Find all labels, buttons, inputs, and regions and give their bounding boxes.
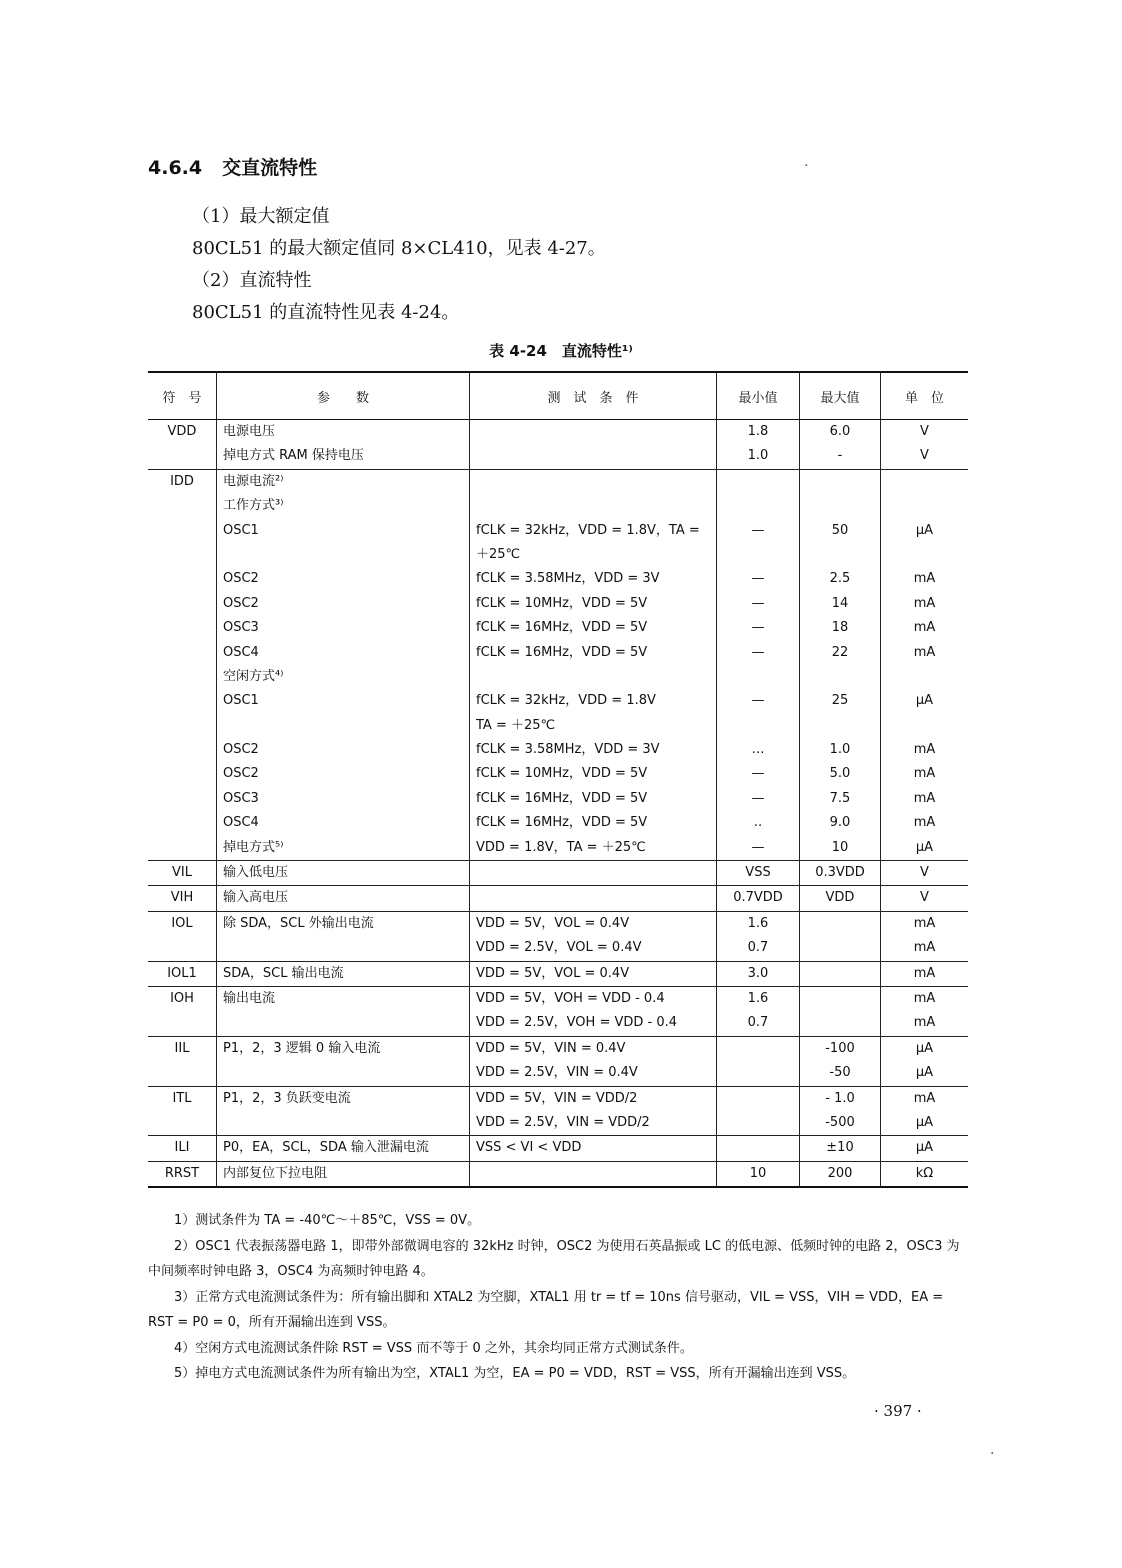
table-row xyxy=(148,469,968,494)
row-condition: VDD = 5V，VOL = 0.4V xyxy=(470,911,717,936)
row-condition: fCLK = 3.58MHz，VDD = 3V xyxy=(470,738,717,762)
row-symbol xyxy=(148,936,217,961)
row-min: 10 xyxy=(717,1161,800,1187)
table-row xyxy=(148,738,968,762)
row-condition xyxy=(470,861,717,886)
row-max: 200 xyxy=(800,1161,881,1187)
row-max: - xyxy=(800,444,881,469)
row-min xyxy=(717,1036,800,1061)
section-title: 交直流特性 xyxy=(222,157,318,179)
row-symbol: IOH xyxy=(148,986,217,1011)
row-parameter: 工作方式³⁾ xyxy=(217,494,470,518)
table-row xyxy=(148,836,968,861)
table-row xyxy=(148,567,968,591)
column-header: 最小值 xyxy=(717,372,800,420)
row-max: 22 xyxy=(800,641,881,665)
row-unit: mA xyxy=(881,986,969,1011)
row-condition xyxy=(470,420,717,445)
row-parameter: OSC2 xyxy=(217,762,470,786)
row-parameter xyxy=(217,543,470,567)
row-min: 1.6 xyxy=(717,911,800,936)
row-symbol xyxy=(148,641,217,665)
table-footnotes xyxy=(148,1208,968,1387)
row-min xyxy=(717,665,800,689)
row-symbol xyxy=(148,787,217,811)
column-header: 符 号 xyxy=(148,372,217,420)
row-min xyxy=(717,1111,800,1136)
row-unit: mA xyxy=(881,641,969,665)
row-max: 25 xyxy=(800,689,881,713)
row-parameter: OSC1 xyxy=(217,519,470,543)
row-parameter: P1，2，3 负跃变电流 xyxy=(217,1086,470,1111)
row-parameter xyxy=(217,714,470,738)
row-condition: fCLK = 10MHz，VDD = 5V xyxy=(470,762,717,786)
row-unit: mA xyxy=(881,787,969,811)
row-max: -100 xyxy=(800,1036,881,1061)
row-min: — xyxy=(717,689,800,713)
table-row xyxy=(148,592,968,616)
row-condition: fCLK = 16MHz，VDD = 5V xyxy=(470,641,717,665)
row-symbol xyxy=(148,616,217,640)
paragraph: 80CL51 的直流特性见表 4-24。 xyxy=(192,302,460,323)
row-parameter xyxy=(217,936,470,961)
row-min xyxy=(717,1061,800,1086)
row-max xyxy=(800,469,881,494)
row-symbol: IOL1 xyxy=(148,961,217,986)
table-row xyxy=(148,936,968,961)
row-symbol: IDD xyxy=(148,469,217,494)
row-min: — xyxy=(717,519,800,543)
table-row xyxy=(148,1161,968,1187)
row-condition: fCLK = 16MHz，VDD = 5V xyxy=(470,811,717,835)
row-condition xyxy=(470,444,717,469)
row-parameter: 输入低电压 xyxy=(217,861,470,886)
row-unit: μA xyxy=(881,1036,969,1061)
row-min: … xyxy=(717,738,800,762)
table-row xyxy=(148,961,968,986)
row-symbol xyxy=(148,543,217,567)
row-parameter: 电源电压 xyxy=(217,420,470,445)
table-row xyxy=(148,1136,968,1161)
row-unit: mA xyxy=(881,911,969,936)
row-max: 9.0 xyxy=(800,811,881,835)
row-max: 7.5 xyxy=(800,787,881,811)
row-parameter: 掉电方式 RAM 保持电压 xyxy=(217,444,470,469)
row-max: VDD xyxy=(800,886,881,911)
row-condition: VDD = 5V，VIN = VDD/2 xyxy=(470,1086,717,1111)
row-unit: mA xyxy=(881,616,969,640)
row-min: — xyxy=(717,592,800,616)
table-row xyxy=(148,811,968,835)
table-header-row xyxy=(148,372,968,420)
footnote: 1）测试条件为 TA = -40℃～＋85℃，VSS = 0V。 xyxy=(174,1213,481,1228)
row-symbol: RRST xyxy=(148,1161,217,1187)
row-parameter xyxy=(217,1111,470,1136)
row-min: — xyxy=(717,616,800,640)
row-symbol xyxy=(148,444,217,469)
row-symbol xyxy=(148,1061,217,1086)
row-max: -50 xyxy=(800,1061,881,1086)
row-parameter: 电源电流²⁾ xyxy=(217,469,470,494)
row-condition: fCLK = 32kHz，VDD = 1.8V xyxy=(470,689,717,713)
row-max xyxy=(800,543,881,567)
row-condition: VDD = 5V，VOL = 0.4V xyxy=(470,961,717,986)
row-max: 1.0 xyxy=(800,738,881,762)
table-row xyxy=(148,519,968,543)
row-parameter: OSC3 xyxy=(217,616,470,640)
row-min xyxy=(717,494,800,518)
row-parameter: OSC2 xyxy=(217,738,470,762)
row-unit: μA xyxy=(881,1136,969,1161)
row-symbol xyxy=(148,689,217,713)
row-unit: mA xyxy=(881,762,969,786)
row-max: 6.0 xyxy=(800,420,881,445)
table-row xyxy=(148,886,968,911)
row-max: 2.5 xyxy=(800,567,881,591)
row-parameter: SDA，SCL 输出电流 xyxy=(217,961,470,986)
table-row xyxy=(148,1086,968,1111)
row-min: 0.7 xyxy=(717,1011,800,1036)
row-min: VSS xyxy=(717,861,800,886)
row-min: 0.7 xyxy=(717,936,800,961)
row-condition: VDD = 5V，VOH = VDD - 0.4 xyxy=(470,986,717,1011)
row-symbol xyxy=(148,592,217,616)
row-min xyxy=(717,543,800,567)
footnote: 5）掉电方式电流测试条件为所有输出为空，XTAL1 为空，EA = P0 = VDD，RST = VSS，所有开漏输出连到 VSS。 xyxy=(174,1366,856,1381)
row-condition: VDD = 2.5V，VOH = VDD - 0.4 xyxy=(470,1011,717,1036)
row-min xyxy=(717,714,800,738)
row-min: 3.0 xyxy=(717,961,800,986)
row-condition xyxy=(470,1161,717,1187)
row-max xyxy=(800,911,881,936)
table-row xyxy=(148,1011,968,1036)
row-unit xyxy=(881,469,969,494)
table-row xyxy=(148,762,968,786)
row-unit: mA xyxy=(881,592,969,616)
row-parameter: 输入高电压 xyxy=(217,886,470,911)
section-heading xyxy=(148,153,317,180)
row-symbol: IIL xyxy=(148,1036,217,1061)
table-row xyxy=(148,861,968,886)
row-max: -500 xyxy=(800,1111,881,1136)
row-parameter: OSC1 xyxy=(217,689,470,713)
row-symbol xyxy=(148,1011,217,1036)
row-parameter: P0，EA，SCL，SDA 输入泄漏电流 xyxy=(217,1136,470,1161)
row-min: — xyxy=(717,567,800,591)
row-unit: mA xyxy=(881,1011,969,1036)
row-unit: μA xyxy=(881,519,969,543)
row-parameter: 输出电流 xyxy=(217,986,470,1011)
row-condition: TA = ＋25℃ xyxy=(470,714,717,738)
dc-characteristics-table xyxy=(148,371,968,1188)
paragraph: （1）最大额定值 xyxy=(192,206,330,227)
paragraph: 80CL51 的最大额定值同 8×CL410，见表 4-27。 xyxy=(192,238,606,259)
table-row xyxy=(148,444,968,469)
row-condition: VDD = 1.8V，TA = ＋25℃ xyxy=(470,836,717,861)
row-min: 1.6 xyxy=(717,986,800,1011)
row-condition: fCLK = 16MHz，VDD = 5V xyxy=(470,787,717,811)
scan-speck: · xyxy=(990,1446,995,1462)
row-max xyxy=(800,714,881,738)
paragraph: （2）直流特性 xyxy=(192,270,312,291)
row-min: 1.0 xyxy=(717,444,800,469)
row-max xyxy=(800,936,881,961)
row-unit xyxy=(881,714,969,738)
row-max: 50 xyxy=(800,519,881,543)
row-min: 1.8 xyxy=(717,420,800,445)
row-condition xyxy=(470,665,717,689)
row-symbol xyxy=(148,836,217,861)
scan-speck: · xyxy=(804,158,809,174)
table-row xyxy=(148,986,968,1011)
row-parameter: P1，2，3 逻辑 0 输入电流 xyxy=(217,1036,470,1061)
row-condition xyxy=(470,886,717,911)
column-header: 单 位 xyxy=(881,372,969,420)
row-condition: VDD = 5V，VIN = 0.4V xyxy=(470,1036,717,1061)
row-parameter: 除 SDA，SCL 外输出电流 xyxy=(217,911,470,936)
row-symbol xyxy=(148,665,217,689)
row-unit: mA xyxy=(881,1086,969,1111)
row-condition: fCLK = 32kHz，VDD = 1.8V，TA = xyxy=(470,519,717,543)
row-min: — xyxy=(717,641,800,665)
footnote: 4）空闲方式电流测试条件除 RST = VSS 而不等于 0 之外，其余均同正常方式测试条件。 xyxy=(174,1340,693,1356)
page-number: · 397 · xyxy=(874,1402,922,1420)
section-number: 4.6.4 xyxy=(148,157,203,179)
row-condition: VDD = 2.5V，VIN = VDD/2 xyxy=(470,1111,717,1136)
row-unit: μA xyxy=(881,689,969,713)
row-max: 10 xyxy=(800,836,881,861)
row-min: — xyxy=(717,836,800,861)
row-symbol xyxy=(148,494,217,518)
row-unit: mA xyxy=(881,811,969,835)
table-title: 表 4-24 直流特性¹⁾ xyxy=(489,342,633,360)
row-symbol: VIL xyxy=(148,861,217,886)
table-row xyxy=(148,420,968,445)
row-max xyxy=(800,1011,881,1036)
row-condition: ＋25℃ xyxy=(470,543,717,567)
row-unit: kΩ xyxy=(881,1161,969,1187)
row-max xyxy=(800,986,881,1011)
row-symbol: ILI xyxy=(148,1136,217,1161)
row-max xyxy=(800,961,881,986)
table-row xyxy=(148,911,968,936)
row-parameter xyxy=(217,1011,470,1036)
row-condition: VSS < VI < VDD xyxy=(470,1136,717,1161)
row-condition: VDD = 2.5V，VOL = 0.4V xyxy=(470,936,717,961)
row-min xyxy=(717,469,800,494)
footnote: 3）正常方式电流测试条件为：所有输出脚和 XTAL2 为空脚，XTAL1 用 tr = tf = 10ns 信号驱动，VIL = VSS，VIH = VDD，EA = RST = P0 = 0，所有开漏输出连到 VSS。 xyxy=(148,1289,944,1330)
table-row xyxy=(148,543,968,567)
row-max: 5.0 xyxy=(800,762,881,786)
row-unit: V xyxy=(881,886,969,911)
row-unit: μA xyxy=(881,1111,969,1136)
row-unit: V xyxy=(881,861,969,886)
row-symbol xyxy=(148,1111,217,1136)
row-symbol: VIH xyxy=(148,886,217,911)
row-unit: μA xyxy=(881,836,969,861)
row-symbol: VDD xyxy=(148,420,217,445)
footnote: 2）OSC1 代表振荡器电路 1，即带外部微调电容的 32kHz 时钟，OSC2 为使用石英晶振或 LC 的低电源、低频时钟的电路 2，OSC3 为中间频率时钟电路 3，OSC4 为高频时钟电路 4。 xyxy=(148,1238,960,1279)
row-parameter: OSC2 xyxy=(217,592,470,616)
table-row xyxy=(148,494,968,518)
row-max: ±10 xyxy=(800,1136,881,1161)
column-header: 最大值 xyxy=(800,372,881,420)
row-symbol xyxy=(148,762,217,786)
row-condition: fCLK = 16MHz，VDD = 5V xyxy=(470,616,717,640)
row-max: 18 xyxy=(800,616,881,640)
row-condition: VDD = 2.5V，VIN = 0.4V xyxy=(470,1061,717,1086)
row-condition: fCLK = 3.58MHz，VDD = 3V xyxy=(470,567,717,591)
row-condition xyxy=(470,469,717,494)
row-unit: V xyxy=(881,420,969,445)
row-min: 0.7VDD xyxy=(717,886,800,911)
row-symbol xyxy=(148,738,217,762)
column-header: 测 试 条 件 xyxy=(470,372,717,420)
row-unit: mA xyxy=(881,567,969,591)
row-symbol: IOL xyxy=(148,911,217,936)
row-symbol xyxy=(148,567,217,591)
table-row xyxy=(148,689,968,713)
row-unit: V xyxy=(881,444,969,469)
table-row xyxy=(148,616,968,640)
row-symbol xyxy=(148,519,217,543)
row-unit: mA xyxy=(881,738,969,762)
row-unit xyxy=(881,494,969,518)
row-max: 14 xyxy=(800,592,881,616)
row-symbol xyxy=(148,714,217,738)
row-parameter: 内部复位下拉电阻 xyxy=(217,1161,470,1187)
row-condition: fCLK = 10MHz，VDD = 5V xyxy=(470,592,717,616)
row-min: — xyxy=(717,762,800,786)
row-condition xyxy=(470,494,717,518)
column-header: 参 数 xyxy=(217,372,470,420)
table-row xyxy=(148,714,968,738)
table-row xyxy=(148,665,968,689)
table-row xyxy=(148,1111,968,1136)
row-unit xyxy=(881,543,969,567)
row-max xyxy=(800,494,881,518)
row-unit: μA xyxy=(881,1061,969,1086)
row-parameter xyxy=(217,1061,470,1086)
row-max xyxy=(800,665,881,689)
row-symbol: ITL xyxy=(148,1086,217,1111)
table-row xyxy=(148,787,968,811)
row-max: - 1.0 xyxy=(800,1086,881,1111)
row-min xyxy=(717,1136,800,1161)
row-min xyxy=(717,1086,800,1111)
row-parameter: 空闲方式⁴⁾ xyxy=(217,665,470,689)
row-min: — xyxy=(717,787,800,811)
table-row xyxy=(148,1036,968,1061)
row-max: 0.3VDD xyxy=(800,861,881,886)
table-row xyxy=(148,1061,968,1086)
row-parameter: OSC4 xyxy=(217,811,470,835)
row-unit: mA xyxy=(881,936,969,961)
row-symbol xyxy=(148,811,217,835)
row-parameter: OSC2 xyxy=(217,567,470,591)
table-row xyxy=(148,641,968,665)
row-unit: mA xyxy=(881,961,969,986)
row-min: .. xyxy=(717,811,800,835)
row-unit xyxy=(881,665,969,689)
row-parameter: OSC3 xyxy=(217,787,470,811)
row-parameter: 掉电方式⁵⁾ xyxy=(217,836,470,861)
row-parameter: OSC4 xyxy=(217,641,470,665)
